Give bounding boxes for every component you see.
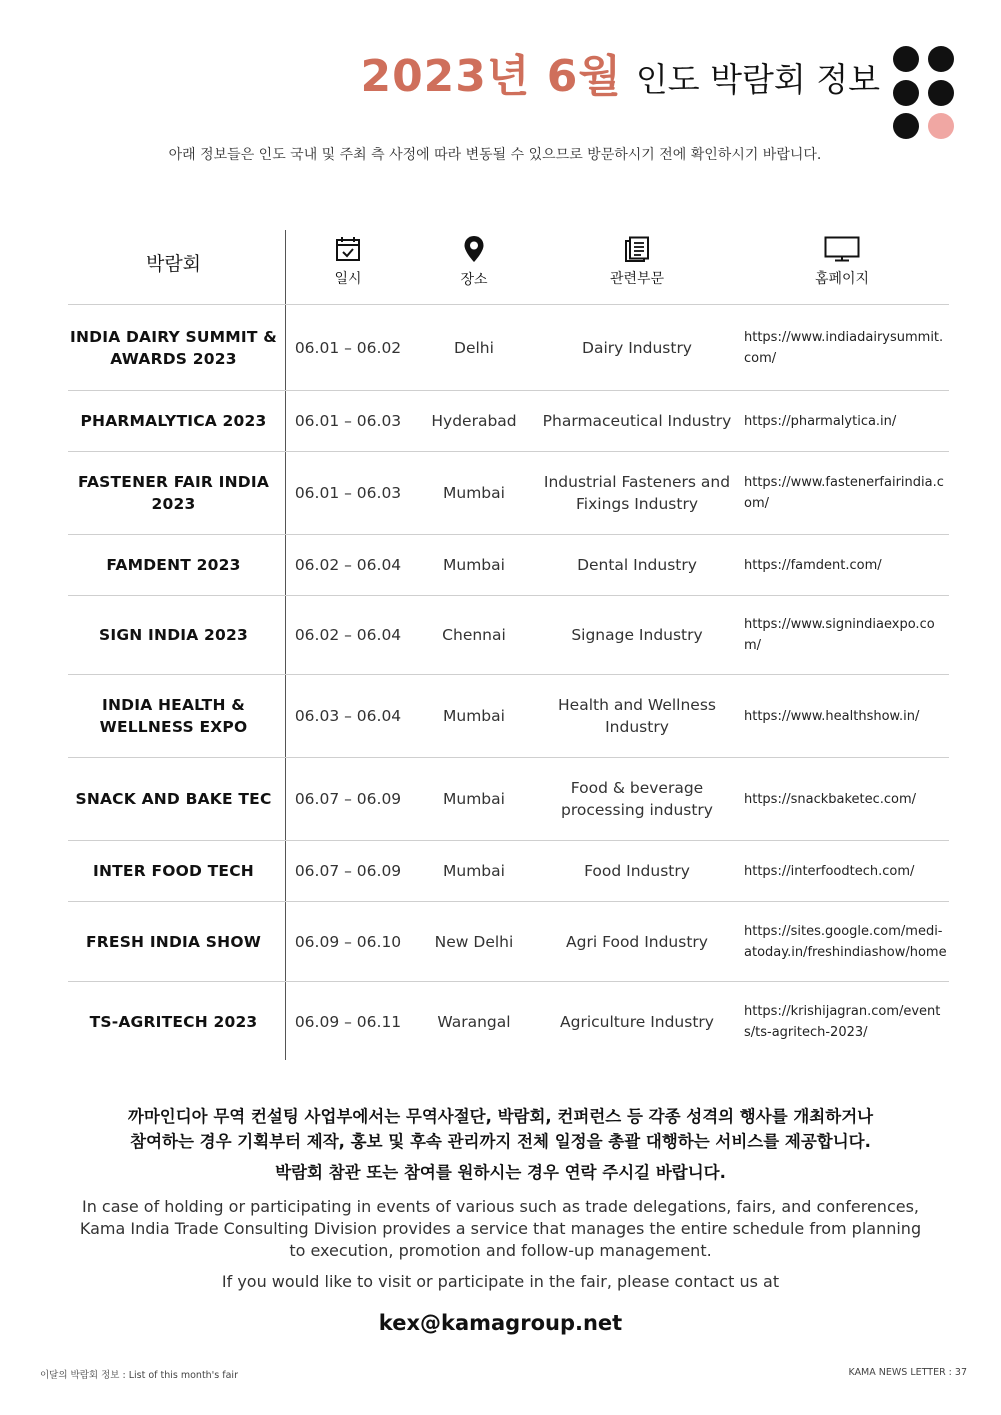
fair-homepage-link[interactable]: https://pharmalytica.in/ (744, 413, 897, 429)
fair-place: New Delhi (434, 932, 514, 951)
footer-page-number: KAMA NEWS LETTER : 37 (848, 1367, 967, 1378)
table-row (68, 982, 949, 1062)
header-place (410, 220, 538, 304)
table-header (68, 220, 949, 305)
fair-industry: Industrial Fasteners and Fixings Industry (543, 473, 731, 513)
dot-1 (893, 46, 919, 72)
fair-place: Chennai (442, 626, 506, 644)
footer-section-label: 이달의 박람회 정보 : List of this month's fair (40, 1370, 238, 1381)
fair-date: 06.03 – 06.04 (294, 707, 402, 725)
table-row (68, 758, 949, 841)
fair-industry: Dairy Industry (582, 338, 692, 357)
header-date (286, 220, 410, 304)
header-date-label: 일시 (334, 271, 362, 287)
fair-name: FAMDENT 2023 (106, 556, 241, 574)
table-row (68, 675, 949, 758)
title-text: 인도 박람회 정보 (635, 60, 880, 99)
fair-date: 06.02 – 06.04 (294, 556, 402, 574)
notice-text: 아래 정보들은 인도 국내 및 주최 측 사정에 따라 변동될 수 있으므로 방문하시기 전에 확인하시기 바랍니다. (168, 147, 822, 163)
footer-english-line-1: In case of holding or participating in events of various such as trade delegations, fairs, and conferences, (81, 1197, 920, 1216)
table-row (68, 305, 949, 391)
header-place-label: 장소 (460, 272, 488, 288)
fair-place: Mumbai (443, 556, 505, 574)
fair-date: 06.01 – 06.03 (294, 484, 402, 502)
fair-homepage-link[interactable]: https://snackbaketec.com/ (744, 791, 917, 807)
page-title (0, 40, 880, 104)
header-homepage-label: 홈페이지 (814, 271, 870, 287)
header-name (68, 220, 279, 304)
header-industry-label: 관련부문 (609, 271, 665, 287)
fair-place: Mumbai (443, 862, 505, 880)
footer-korean-line-3: 박람회 참관 또는 참여를 원하시는 경우 연락 주시길 바랍니다. (275, 1163, 726, 1182)
header-industry (538, 220, 736, 304)
dot-4 (928, 80, 954, 106)
fair-industry: Signage Industry (571, 626, 703, 644)
dot-2 (928, 46, 954, 72)
fair-date: 06.02 – 06.04 (294, 626, 402, 644)
fair-name: SIGN INDIA 2023 (99, 626, 248, 644)
dot-6 (928, 113, 954, 139)
fair-industry: Pharmaceutical Industry (542, 412, 732, 430)
fair-industry: Agriculture Industry (560, 1013, 714, 1031)
fair-homepage-link[interactable]: https://famdent.com/ (744, 557, 882, 573)
fair-homepage-link[interactable]: https://www.indiadairysummit.com/ (744, 329, 944, 366)
fair-place: Mumbai (443, 484, 505, 502)
fair-date: 06.09 – 06.11 (294, 1013, 402, 1031)
fair-place: Delhi (454, 338, 494, 357)
footer-korean-line-1: 까마인디아 무역 컨설팅 사업부에서는 무역사절단, 박람회, 컨퍼런스 등 각종 성격의 행사를 개최하거나 (127, 1107, 874, 1126)
fair-homepage-link[interactable]: https://sites.google.com/medi-atoday.in/freshindiashow/home (744, 923, 947, 960)
title-month: 2023년 6월 (360, 51, 622, 102)
fair-name: FRESH INDIA SHOW (85, 932, 262, 951)
fair-industry: Food & beverage processing industry (561, 779, 713, 819)
fair-name: TS-AGRITECH 2023 (89, 1013, 258, 1031)
fair-name: SNACK AND BAKE TEC (75, 790, 272, 808)
fair-homepage-link[interactable]: https://www.fastenerfairindia.com/ (744, 475, 944, 511)
footer-english-line-2: Kama India Trade Consulting Division provides a service that manages the entire schedule from planning (79, 1219, 922, 1238)
location-pin-icon (463, 235, 485, 263)
table-row (68, 841, 949, 902)
document-icon (624, 236, 650, 262)
fair-name: INTER FOOD TECH (93, 862, 254, 880)
table-row (68, 902, 949, 982)
table-row (68, 391, 949, 452)
fair-name: INDIA DAIRY SUMMIT & AWARDS 2023 (70, 327, 277, 368)
fair-date: 06.07 – 06.09 (294, 862, 402, 880)
monitor-icon (824, 236, 860, 262)
contact-email-link[interactable]: kex@kamagroup.net (378, 1311, 623, 1335)
fair-date: 06.07 – 06.09 (294, 790, 402, 808)
dot-5 (893, 113, 919, 139)
fair-date: 06.09 – 06.10 (294, 932, 402, 951)
fair-place: Warangal (437, 1013, 511, 1031)
header-name-label: 박람회 (145, 252, 202, 275)
fair-date: 06.01 – 06.02 (294, 338, 402, 357)
fair-name: INDIA HEALTH & WELLNESS EXPO (99, 696, 248, 736)
fair-homepage-link[interactable]: https://www.signindiaexpo.com/ (744, 617, 935, 653)
dot-3 (893, 80, 919, 106)
fair-homepage-link[interactable]: https://www.healthshow.in/ (744, 708, 920, 724)
fair-homepage-link[interactable]: https://interfoodtech.com/ (744, 863, 915, 879)
calendar-check-icon (335, 236, 361, 262)
fair-place: Mumbai (443, 790, 505, 808)
table-row (68, 452, 949, 535)
table-row (68, 535, 949, 596)
footer-english-line-3: to execution, promotion and follow-up management. (289, 1241, 712, 1260)
header-homepage (744, 220, 940, 304)
fair-place: Mumbai (443, 707, 505, 725)
fair-name: FASTENER FAIR INDIA 2023 (77, 473, 270, 513)
footer-english-line-4: If you would like to visit or participate in the fair, please contact us at (221, 1272, 780, 1291)
table-row (68, 596, 949, 675)
fair-industry: Health and Wellness Industry (558, 696, 716, 736)
fair-place: Hyderabad (431, 412, 517, 430)
fair-industry: Agri Food Industry (566, 932, 708, 951)
fair-industry: Food Industry (584, 862, 690, 880)
fair-name: PHARMALYTICA 2023 (80, 412, 267, 430)
fair-table (68, 220, 949, 1062)
decorative-dots (893, 46, 955, 140)
fair-industry: Dental Industry (577, 556, 697, 574)
fair-homepage-link[interactable]: https://krishijagran.com/events/ts-agritech-2023/ (744, 1004, 941, 1040)
footer-korean-line-2: 참여하는 경우 기획부터 제작, 홍보 및 후속 관리까지 전체 일정을 총괄 대행하는 서비스를 제공합니다. (130, 1132, 871, 1151)
fair-date: 06.01 – 06.03 (294, 412, 402, 430)
